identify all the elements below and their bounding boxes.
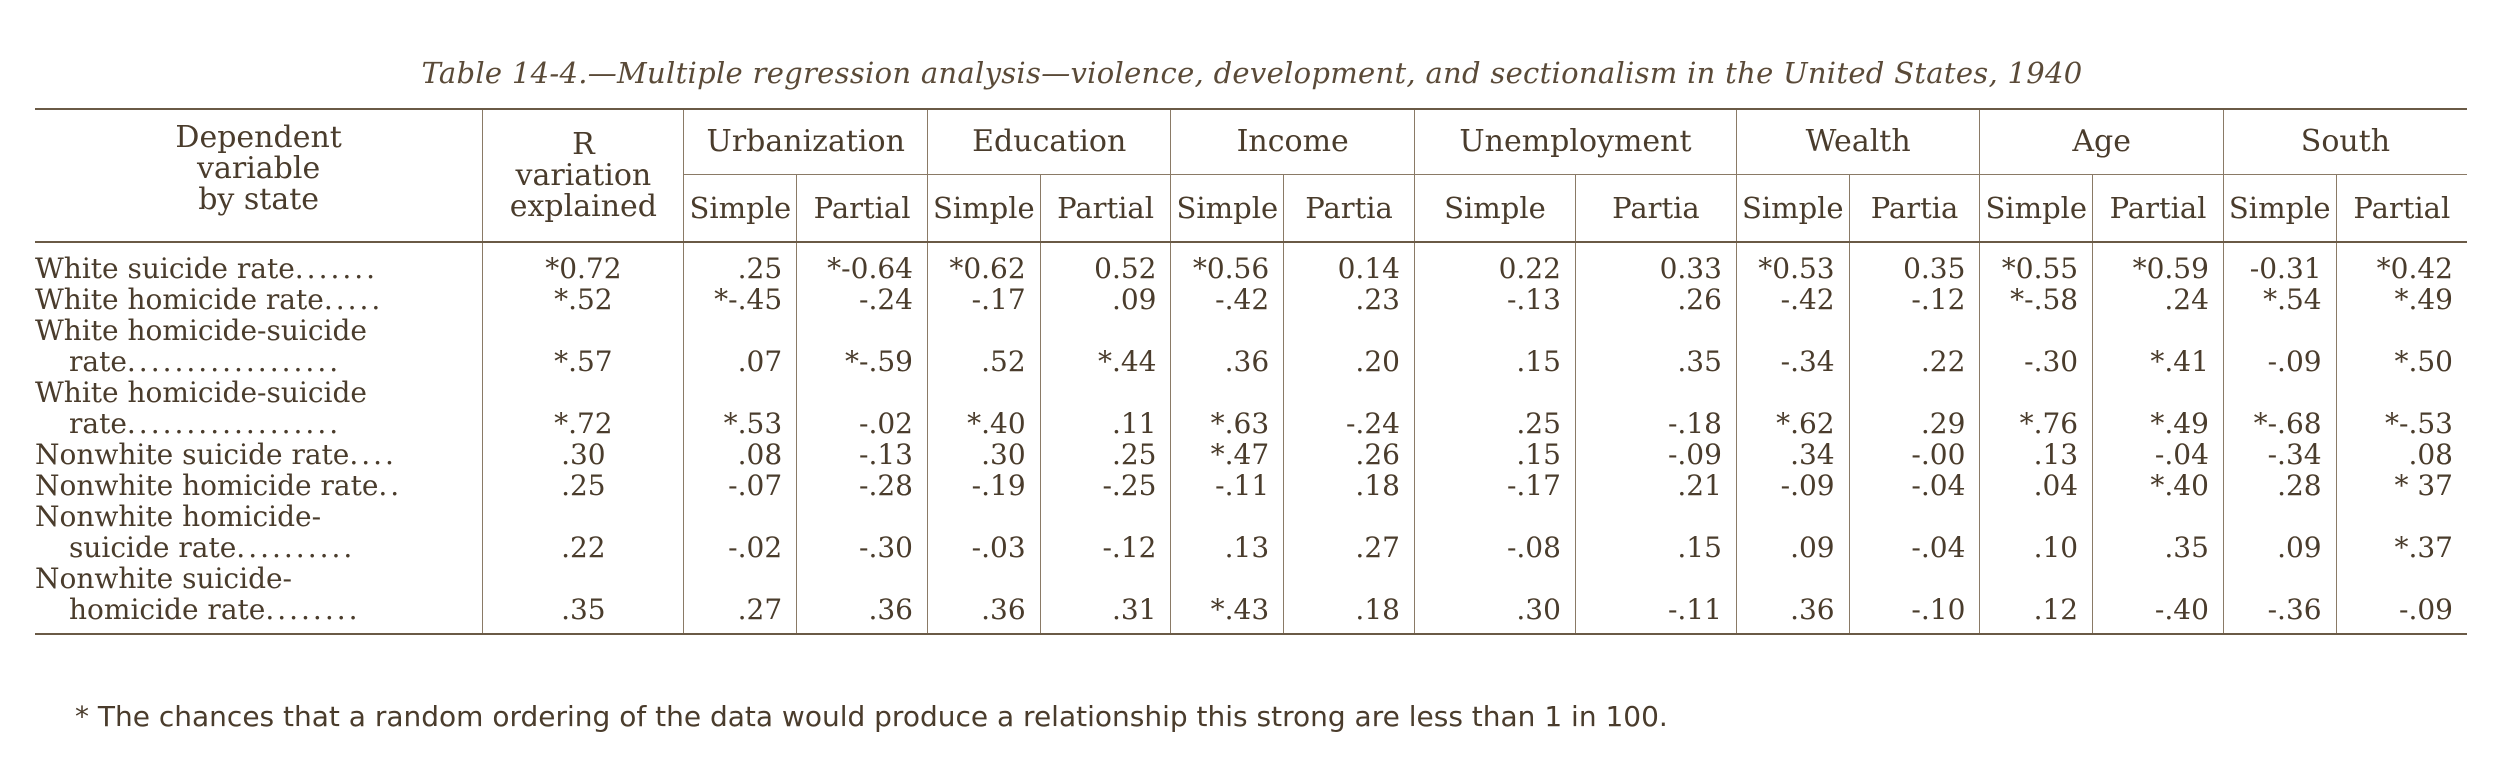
value-cell: -.42 xyxy=(1736,284,1849,315)
value-cell: 0.52 xyxy=(1040,242,1171,284)
subheader-unemployment-simple: Simple xyxy=(1414,175,1575,243)
table-row xyxy=(35,377,2467,439)
value-cell: .22 xyxy=(483,501,684,563)
value-cell: -.17 xyxy=(927,284,1040,315)
value-cell: -.09 xyxy=(2223,315,2336,377)
value-cell: .29 xyxy=(1849,377,1980,439)
value-cell: *.50 xyxy=(2394,345,2453,378)
value-cell: -.18 xyxy=(1575,377,1736,439)
value-cell: -.09 xyxy=(1736,470,1849,501)
subheader-urbanization-simple: Simple xyxy=(684,175,797,243)
value-cell: .21 xyxy=(1575,470,1736,501)
value-cell: .30 xyxy=(483,439,684,470)
table-body xyxy=(35,242,2467,634)
value-cell: -.08 xyxy=(1414,501,1575,563)
row-label: White homicide-suicide rate.................. xyxy=(35,377,483,439)
value-cell: .24 xyxy=(2093,284,2224,315)
row-label: White suicide rate....... xyxy=(35,242,483,284)
leader-dots: ........ xyxy=(265,593,361,626)
leader-dots: .. xyxy=(378,469,403,502)
row-label: Nonwhite homicide rate.. xyxy=(35,470,483,501)
value-cell: -.24 xyxy=(797,284,928,315)
value-cell: *.54 xyxy=(2223,284,2336,315)
value-cell: 0.14 xyxy=(1284,242,1415,284)
value-cell: .04 xyxy=(1980,470,2093,501)
value-cell: -.03 xyxy=(927,501,1040,563)
value-cell: .36 xyxy=(1736,563,1849,634)
value-cell: -0.31 xyxy=(2223,242,2336,284)
dependent-variable-header: Dependent variable by state xyxy=(35,109,483,242)
value-cell: *-.68 xyxy=(2223,377,2336,439)
value-cell: .25 xyxy=(684,242,797,284)
row-label: Nonwhite suicide rate.... xyxy=(35,439,483,470)
value-cell: .07 xyxy=(684,315,797,377)
subheader-south-partial: Partial xyxy=(2336,175,2467,243)
value-cell: -.00 xyxy=(1849,439,1980,470)
leader-dots: .... xyxy=(349,438,397,471)
subheader-unemployment-partial: Partia xyxy=(1575,175,1736,243)
leader-dots: .......... xyxy=(236,531,356,564)
value-cell: -.12 xyxy=(1040,501,1171,563)
value-cell: *.76 xyxy=(1980,377,2093,439)
subheader-urbanization-partial: Partial xyxy=(797,175,928,243)
value-cell: *-.53 xyxy=(2385,407,2453,440)
value-cell: .36 xyxy=(1171,315,1284,377)
row-label: White homicide-suicide rate.................. xyxy=(35,315,483,377)
value-cell: .30 xyxy=(927,439,1040,470)
value-cell: -.12 xyxy=(1849,284,1980,315)
table-caption: Table 14-4.—Multiple regression analysis—violence, development, and sectionalism in the United States, 1940 xyxy=(421,56,2083,90)
table-row xyxy=(35,563,2467,634)
value-cell: .35 xyxy=(1575,315,1736,377)
value-cell: *.40 xyxy=(927,377,1040,439)
value-cell: *-.59 xyxy=(797,315,928,377)
value-cell: .12 xyxy=(1980,563,2093,634)
row-label: Nonwhite homicide- suicide rate.......... xyxy=(35,501,483,563)
table-row xyxy=(35,315,2467,377)
row-label: White homicide rate..... xyxy=(35,284,483,315)
value-cell: .25 xyxy=(1414,377,1575,439)
value-cell: 0.35 xyxy=(1849,242,1980,284)
value-cell: .27 xyxy=(1284,501,1415,563)
value-cell: -.30 xyxy=(797,501,928,563)
value-cell: -.02 xyxy=(797,377,928,439)
value-cell: -.13 xyxy=(797,439,928,470)
leader-dots: .................. xyxy=(126,345,342,378)
footnote: * The chances that a random ordering of the data would produce a relationship this strong are less than 1 in 100. xyxy=(75,700,1668,733)
header-row-groups xyxy=(35,109,2467,175)
value-cell: .36 xyxy=(927,563,1040,634)
value-cell: -.07 xyxy=(684,470,797,501)
value-cell: -.28 xyxy=(797,470,928,501)
value-cell: .35 xyxy=(483,563,684,634)
subheader-wealth-simple: Simple xyxy=(1736,175,1849,243)
value-cell: .15 xyxy=(1414,315,1575,377)
value-cell: .15 xyxy=(1575,501,1736,563)
table-row xyxy=(35,242,2467,284)
value-cell: *.57 xyxy=(483,315,684,377)
table-row xyxy=(35,284,2467,315)
subheader-education-partial: Partial xyxy=(1040,175,1171,243)
value-cell: *.47 xyxy=(1171,439,1284,470)
subheader-education-simple: Simple xyxy=(927,175,1040,243)
value-cell: *.72 xyxy=(483,377,684,439)
value-cell: *.37 xyxy=(2394,531,2453,564)
value-cell: *0.62 xyxy=(927,242,1040,284)
value-cell: .15 xyxy=(1414,439,1575,470)
value-cell: .18 xyxy=(1284,563,1415,634)
value-cell: .28 xyxy=(2223,470,2336,501)
value-cell: .34 xyxy=(1736,439,1849,470)
value-cell: .26 xyxy=(1284,439,1415,470)
value-cell: -.04 xyxy=(2093,439,2224,470)
value-cell: *.52 xyxy=(483,284,684,315)
value-cell: .09 xyxy=(1736,501,1849,563)
value-cell: .11 xyxy=(1040,377,1171,439)
value-cell: *0.53 xyxy=(1736,242,1849,284)
value-cell: * 37 xyxy=(2394,469,2453,502)
value-cell: .26 xyxy=(1575,284,1736,315)
value-cell: -.40 xyxy=(2093,563,2224,634)
value-cell: .22 xyxy=(1849,315,1980,377)
value-cell: .25 xyxy=(483,470,684,501)
value-cell: *0.72 xyxy=(483,242,684,284)
value-cell: *.63 xyxy=(1171,377,1284,439)
value-cell: *0.42 xyxy=(2376,252,2453,285)
value-cell: -.17 xyxy=(1414,470,1575,501)
group-header-urbanization: Urbanization xyxy=(684,109,928,175)
value-cell: .36 xyxy=(797,563,928,634)
value-cell: -.02 xyxy=(684,501,797,563)
value-cell: .31 xyxy=(1040,563,1171,634)
value-cell: .27 xyxy=(684,563,797,634)
leader-dots: ....... xyxy=(294,252,379,285)
value-cell: -.24 xyxy=(1284,377,1415,439)
value-cell: -.04 xyxy=(1849,470,1980,501)
subheader-age-simple: Simple xyxy=(1980,175,2093,243)
value-cell: .09 xyxy=(2223,501,2336,563)
value-cell: -.42 xyxy=(1171,284,1284,315)
value-cell: .10 xyxy=(1980,501,2093,563)
value-cell: .13 xyxy=(1980,439,2093,470)
group-header-education: Education xyxy=(927,109,1170,175)
group-header-unemployment: Unemployment xyxy=(1414,109,1736,175)
value-cell: *.44 xyxy=(1040,315,1171,377)
leader-dots: .................. xyxy=(126,407,342,440)
subheader-wealth-partial: Partia xyxy=(1849,175,1980,243)
value-cell: -.36 xyxy=(2223,563,2336,634)
group-header-wealth: Wealth xyxy=(1736,109,1979,175)
group-header-income: Income xyxy=(1171,109,1414,175)
r-variation-header: R variation explained xyxy=(483,109,684,242)
value-cell: *0.55 xyxy=(1980,242,2093,284)
table-row xyxy=(35,501,2467,563)
value-cell: .30 xyxy=(1414,563,1575,634)
value-cell: -.10 xyxy=(1849,563,1980,634)
value-cell: .35 xyxy=(2093,501,2224,563)
row-label: Nonwhite suicide- homicide rate........ xyxy=(35,563,483,634)
value-cell: *.53 xyxy=(684,377,797,439)
value-cell: .13 xyxy=(1171,501,1284,563)
value-cell: *.62 xyxy=(1736,377,1849,439)
value-cell: -.09 xyxy=(2336,563,2467,634)
value-cell: -.09 xyxy=(1575,439,1736,470)
value-cell: *-0.64 xyxy=(797,242,928,284)
value-cell: *.41 xyxy=(2093,315,2224,377)
value-cell: -.30 xyxy=(1980,315,2093,377)
value-cell: *-.45 xyxy=(684,284,797,315)
subheader-income-partial: Partia xyxy=(1284,175,1415,243)
value-cell: -.11 xyxy=(1575,563,1736,634)
value-cell: *0.59 xyxy=(2093,242,2224,284)
value-cell: .09 xyxy=(1040,284,1171,315)
value-cell: -.34 xyxy=(1736,315,1849,377)
value-cell: .23 xyxy=(1284,284,1415,315)
value-cell: .08 xyxy=(684,439,797,470)
subheader-age-partial: Partial xyxy=(2093,175,2224,243)
value-cell: .52 xyxy=(927,315,1040,377)
value-cell: *.49 xyxy=(2093,377,2224,439)
value-cell: 0.22 xyxy=(1414,242,1575,284)
group-header-age: Age xyxy=(1980,109,2223,175)
value-cell: -.04 xyxy=(1849,501,1980,563)
value-cell: .08 xyxy=(2408,438,2453,471)
value-cell: -.25 xyxy=(1040,470,1171,501)
subheader-income-simple: Simple xyxy=(1171,175,1284,243)
value-cell: 0.33 xyxy=(1575,242,1736,284)
value-cell: .18 xyxy=(1284,470,1415,501)
value-cell: *0.56 xyxy=(1171,242,1284,284)
value-cell: *.40 xyxy=(2093,470,2224,501)
value-cell: .20 xyxy=(1284,315,1415,377)
table-row xyxy=(35,439,2467,470)
value-cell: *.43 xyxy=(1171,563,1284,634)
table-row xyxy=(35,470,2467,501)
value-cell: -.11 xyxy=(1171,470,1284,501)
subheader-south-simple: Simple xyxy=(2223,175,2336,243)
value-cell: *-.58 xyxy=(1980,284,2093,315)
group-header-south: South xyxy=(2223,109,2467,175)
value-cell: -.13 xyxy=(1414,284,1575,315)
value-cell: -.34 xyxy=(2223,439,2336,470)
value-cell: -.19 xyxy=(927,470,1040,501)
value-cell: *.49 xyxy=(2394,283,2453,316)
regression-table xyxy=(35,108,2467,635)
value-cell: .25 xyxy=(1040,439,1171,470)
leader-dots: ..... xyxy=(323,283,384,316)
